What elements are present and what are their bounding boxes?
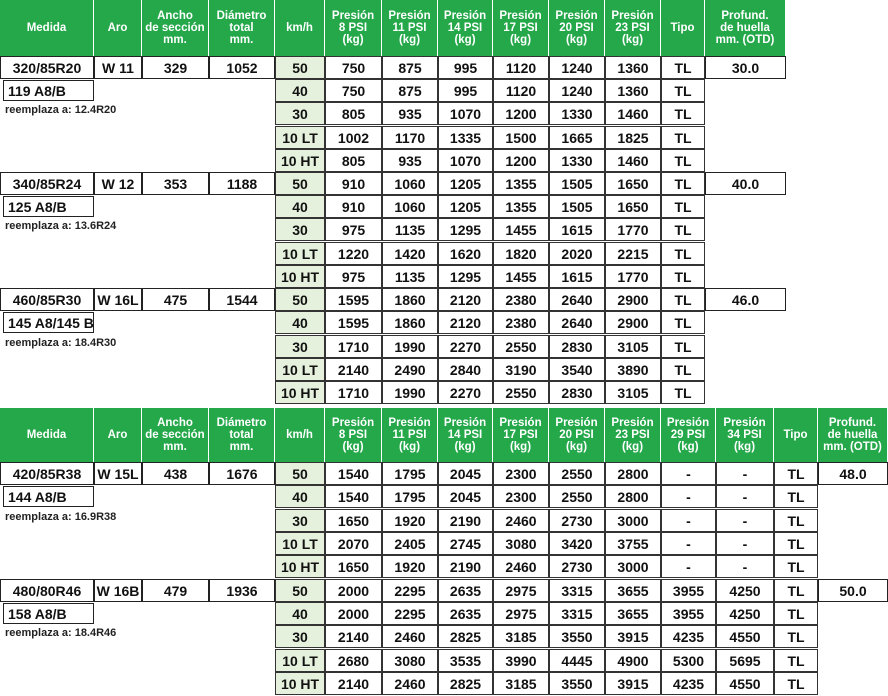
load-cell: -: [661, 509, 716, 532]
speed-cell: 50: [275, 172, 325, 195]
overall-diameter: 1544: [209, 288, 275, 311]
column-header: Profund. de huella mm. (OTD): [705, 0, 786, 56]
type-cell: TL: [661, 218, 705, 241]
load-cell: 1240: [549, 56, 605, 79]
load-cell: 4445: [549, 649, 605, 672]
column-header: Presión 8 PSI (kg): [325, 408, 382, 462]
type-cell: TL: [661, 172, 705, 195]
column-header: Tipo: [774, 408, 818, 462]
load-cell: 1420: [382, 242, 438, 265]
load-cell: 3000: [605, 509, 661, 532]
type-cell: TL: [661, 149, 705, 172]
load-cell: 3185: [493, 625, 549, 648]
type-cell: TL: [774, 602, 818, 625]
column-header: Presión 11 PSI (kg): [382, 408, 438, 462]
load-cell: 4235: [661, 625, 716, 648]
load-cell: 1060: [382, 195, 438, 218]
load-cell: 1360: [605, 56, 661, 79]
rim-size: W 11: [94, 56, 142, 79]
speed-cell: 50: [275, 56, 325, 79]
load-cell: 910: [325, 172, 382, 195]
type-cell: TL: [774, 579, 818, 602]
load-cell: 3915: [605, 672, 661, 695]
load-cell: 2550: [493, 335, 549, 358]
column-header: Presión 17 PSI (kg): [493, 408, 549, 462]
load-cell: 3955: [661, 579, 716, 602]
load-cell: -: [716, 532, 774, 555]
section-width: 329: [142, 56, 209, 79]
load-cell: 2825: [438, 672, 493, 695]
load-cell: 2000: [325, 602, 382, 625]
type-cell: TL: [774, 649, 818, 672]
speed-cell: 50: [275, 579, 325, 602]
load-cell: -: [661, 485, 716, 508]
load-cell: 2550: [549, 485, 605, 508]
load-cell: 875: [382, 56, 438, 79]
load-cell: 1205: [438, 172, 493, 195]
load-cell: 1455: [493, 265, 549, 288]
load-cell: 1710: [325, 335, 382, 358]
type-cell: TL: [661, 265, 705, 288]
replaces-note: reemplaza a: 18.4R30: [5, 337, 117, 349]
load-cell: 3105: [605, 335, 661, 358]
tire-size: 420/85R38: [0, 462, 94, 485]
overall-diameter: 1188: [209, 172, 275, 195]
load-cell: 2830: [549, 335, 605, 358]
load-cell: 1770: [605, 218, 661, 241]
type-cell: TL: [774, 532, 818, 555]
load-cell: 1650: [605, 195, 661, 218]
rim-size: W 12: [94, 172, 142, 195]
load-cell: 4550: [716, 625, 774, 648]
load-cell: 2000: [325, 579, 382, 602]
load-cell: 2550: [549, 462, 605, 485]
load-cell: 2900: [605, 311, 661, 334]
section-width: 438: [142, 462, 209, 485]
load-cell: 2295: [382, 602, 438, 625]
type-cell: TL: [661, 358, 705, 381]
load-cell: 2190: [438, 509, 493, 532]
load-cell: 1070: [438, 102, 493, 125]
column-header: Profund. de huella mm. (OTD): [818, 408, 888, 462]
load-cell: 2640: [549, 288, 605, 311]
type-cell: TL: [774, 509, 818, 532]
load-cell: 2215: [605, 242, 661, 265]
load-cell: 1460: [605, 102, 661, 125]
load-cell: 2045: [438, 485, 493, 508]
load-cell: 1795: [382, 485, 438, 508]
speed-cell: 50: [275, 462, 325, 485]
load-cell: 935: [382, 149, 438, 172]
load-cell: -: [661, 462, 716, 485]
column-header: Medida: [0, 408, 94, 462]
load-cell: 2460: [382, 672, 438, 695]
load-cell: 2020: [549, 242, 605, 265]
load-cell: 2140: [325, 625, 382, 648]
load-cell: 995: [438, 79, 493, 102]
column-header: Diámetro total mm.: [209, 408, 275, 462]
speed-cell: 10 LT: [275, 126, 325, 149]
load-cell: 1990: [382, 335, 438, 358]
load-cell: 1620: [438, 242, 493, 265]
column-header: Presión 11 PSI (kg): [382, 0, 438, 56]
column-header: Presión 14 PSI (kg): [438, 408, 493, 462]
load-cell: 2070: [325, 532, 382, 555]
column-header: Presión 20 PSI (kg): [549, 0, 605, 56]
load-cell: 1295: [438, 218, 493, 241]
load-cell: 4250: [716, 579, 774, 602]
load-cell: 1205: [438, 195, 493, 218]
load-cell: 2300: [493, 462, 549, 485]
speed-cell: 40: [275, 311, 325, 334]
replaces-note: reemplaza a: 18.4R46: [5, 627, 117, 639]
tire-size: 460/85R30: [0, 288, 94, 311]
load-cell: 910: [325, 195, 382, 218]
load-cell: 1920: [382, 555, 438, 578]
load-cell: 1330: [549, 102, 605, 125]
load-cell: 3535: [438, 649, 493, 672]
load-cell: 2730: [549, 555, 605, 578]
tread-depth: 46.0: [705, 288, 786, 311]
overall-diameter: 1936: [209, 579, 275, 602]
load-cell: 2460: [382, 625, 438, 648]
load-cell: 935: [382, 102, 438, 125]
load-cell: 3105: [605, 381, 661, 404]
load-cell: 3755: [605, 532, 661, 555]
column-header: Diámetro total mm.: [209, 0, 275, 56]
load-cell: 3655: [605, 602, 661, 625]
type-cell: TL: [774, 485, 818, 508]
load-cell: -: [716, 509, 774, 532]
load-cell: -: [716, 462, 774, 485]
load-cell: 805: [325, 149, 382, 172]
load-cell: 1295: [438, 265, 493, 288]
speed-cell: 10 HT: [275, 555, 325, 578]
load-cell: 3000: [605, 555, 661, 578]
speed-cell: 30: [275, 102, 325, 125]
replaces-note: reemplaza a: 13.6R24: [5, 220, 117, 232]
load-cell: 3190: [493, 358, 549, 381]
tread-depth: 48.0: [818, 462, 888, 485]
overall-diameter: 1052: [209, 56, 275, 79]
speed-cell: 10 LT: [275, 242, 325, 265]
load-cell: 5300: [661, 649, 716, 672]
load-cell: 1330: [549, 149, 605, 172]
column-header: Ancho de sección mm.: [142, 0, 209, 56]
load-cell: 1650: [325, 509, 382, 532]
load-cell: 1505: [549, 172, 605, 195]
load-cell: 2830: [549, 381, 605, 404]
tire-size: 340/85R24: [0, 172, 94, 195]
load-cell: 1335: [438, 126, 493, 149]
load-cell: 1650: [325, 555, 382, 578]
load-cell: 1920: [382, 509, 438, 532]
load-cell: 1820: [493, 242, 549, 265]
column-header: Presión 34 PSI (kg): [716, 408, 774, 462]
speed-cell: 10 HT: [275, 672, 325, 695]
type-cell: TL: [774, 555, 818, 578]
load-cell: -: [716, 485, 774, 508]
load-cell: 2405: [382, 532, 438, 555]
load-cell: 2640: [549, 311, 605, 334]
load-cell: 2840: [438, 358, 493, 381]
load-cell: 1240: [549, 79, 605, 102]
tire-size: 320/85R20: [0, 56, 94, 79]
load-cell: 2380: [493, 288, 549, 311]
load-cell: 3550: [549, 625, 605, 648]
tread-depth: 50.0: [818, 579, 888, 602]
column-header: Presión 23 PSI (kg): [605, 0, 661, 56]
load-index: 158 A8/B: [3, 603, 94, 624]
type-cell: TL: [774, 462, 818, 485]
load-cell: 1360: [605, 79, 661, 102]
speed-cell: 50: [275, 288, 325, 311]
load-cell: 1990: [382, 381, 438, 404]
speed-cell: 10 HT: [275, 381, 325, 404]
load-cell: -: [661, 532, 716, 555]
speed-cell: 10 LT: [275, 358, 325, 381]
load-cell: 2975: [493, 602, 549, 625]
load-cell: -: [716, 555, 774, 578]
load-cell: 2045: [438, 462, 493, 485]
load-cell: -: [661, 555, 716, 578]
load-cell: 1170: [382, 126, 438, 149]
load-cell: 2190: [438, 555, 493, 578]
rim-size: W 15L: [94, 462, 142, 485]
load-cell: 2680: [325, 649, 382, 672]
load-cell: 1355: [493, 172, 549, 195]
speed-cell: 40: [275, 602, 325, 625]
speed-cell: 40: [275, 485, 325, 508]
type-cell: TL: [661, 79, 705, 102]
load-cell: 2380: [493, 311, 549, 334]
type-cell: TL: [661, 288, 705, 311]
load-cell: 3990: [493, 649, 549, 672]
load-cell: 1220: [325, 242, 382, 265]
load-cell: 2635: [438, 579, 493, 602]
load-cell: 3540: [549, 358, 605, 381]
type-cell: TL: [661, 126, 705, 149]
load-cell: 4250: [716, 602, 774, 625]
load-cell: 975: [325, 265, 382, 288]
load-index: 125 A8/B: [3, 196, 94, 217]
load-cell: 1860: [382, 311, 438, 334]
load-cell: 2140: [325, 672, 382, 695]
tire-size: 480/80R46: [0, 579, 94, 602]
load-cell: 3955: [661, 602, 716, 625]
load-cell: 4550: [716, 672, 774, 695]
load-cell: 2800: [605, 485, 661, 508]
load-cell: 1770: [605, 265, 661, 288]
load-cell: 1135: [382, 265, 438, 288]
replaces-note: reemplaza a: 12.4R20: [5, 104, 117, 116]
load-cell: 1615: [549, 218, 605, 241]
load-cell: 1710: [325, 381, 382, 404]
section-width: 479: [142, 579, 209, 602]
load-cell: 1595: [325, 311, 382, 334]
load-cell: 1505: [549, 195, 605, 218]
load-cell: 1060: [382, 172, 438, 195]
load-cell: 1460: [605, 149, 661, 172]
load-cell: 2270: [438, 335, 493, 358]
load-index: 144 A8/B: [3, 486, 94, 507]
load-cell: 1860: [382, 288, 438, 311]
column-header: Presión 23 PSI (kg): [605, 408, 661, 462]
load-cell: 3315: [549, 579, 605, 602]
load-cell: 1500: [493, 126, 549, 149]
speed-cell: 40: [275, 195, 325, 218]
load-cell: 1200: [493, 102, 549, 125]
rim-size: W 16B: [94, 579, 142, 602]
column-header: Presión 8 PSI (kg): [325, 0, 382, 56]
load-cell: 3185: [493, 672, 549, 695]
rim-size: W 16L: [94, 288, 142, 311]
load-cell: 1665: [549, 126, 605, 149]
load-cell: 2975: [493, 579, 549, 602]
load-cell: 1070: [438, 149, 493, 172]
load-cell: 2745: [438, 532, 493, 555]
load-cell: 3655: [605, 579, 661, 602]
load-index: 145 A8/145 B: [3, 312, 94, 333]
speed-cell: 10 LT: [275, 649, 325, 672]
load-cell: 1825: [605, 126, 661, 149]
load-cell: 1615: [549, 265, 605, 288]
tread-depth: 30.0: [705, 56, 786, 79]
column-header: Tipo: [661, 0, 705, 56]
load-cell: 2295: [382, 579, 438, 602]
type-cell: TL: [661, 242, 705, 265]
load-cell: 975: [325, 218, 382, 241]
load-cell: 2550: [493, 381, 549, 404]
speed-cell: 10 HT: [275, 265, 325, 288]
speed-cell: 30: [275, 218, 325, 241]
speed-cell: 30: [275, 335, 325, 358]
load-cell: 3550: [549, 672, 605, 695]
speed-cell: 10 LT: [275, 532, 325, 555]
type-cell: TL: [661, 56, 705, 79]
load-cell: 2460: [493, 555, 549, 578]
column-header: Presión 14 PSI (kg): [438, 0, 493, 56]
column-header: Presión 20 PSI (kg): [549, 408, 605, 462]
load-cell: 2490: [382, 358, 438, 381]
type-cell: TL: [774, 625, 818, 648]
column-header: Presión 29 PSI (kg): [661, 408, 716, 462]
section-width: 353: [142, 172, 209, 195]
load-cell: 4235: [661, 672, 716, 695]
type-cell: TL: [661, 195, 705, 218]
load-cell: 3420: [549, 532, 605, 555]
replaces-note: reemplaza a: 16.9R38: [5, 511, 117, 523]
load-cell: 3315: [549, 602, 605, 625]
speed-cell: 40: [275, 79, 325, 102]
load-cell: 750: [325, 79, 382, 102]
type-cell: TL: [661, 102, 705, 125]
load-cell: 2140: [325, 358, 382, 381]
load-cell: 1002: [325, 126, 382, 149]
load-cell: 750: [325, 56, 382, 79]
section-width: 475: [142, 288, 209, 311]
load-cell: 3080: [382, 649, 438, 672]
speed-cell: 10 HT: [275, 149, 325, 172]
column-header: Aro: [94, 0, 142, 56]
load-cell: 1455: [493, 218, 549, 241]
load-cell: 1120: [493, 56, 549, 79]
overall-diameter: 1676: [209, 462, 275, 485]
load-cell: 1135: [382, 218, 438, 241]
column-header: Ancho de sección mm.: [142, 408, 209, 462]
column-header: Presión 17 PSI (kg): [493, 0, 549, 56]
load-cell: 2300: [493, 485, 549, 508]
column-header: Medida: [0, 0, 94, 56]
load-cell: 805: [325, 102, 382, 125]
load-cell: 3915: [605, 625, 661, 648]
load-cell: 2120: [438, 311, 493, 334]
load-cell: 1540: [325, 462, 382, 485]
column-header: Aro: [94, 408, 142, 462]
load-cell: 2900: [605, 288, 661, 311]
column-header: km/h: [275, 408, 325, 462]
load-cell: 1200: [493, 149, 549, 172]
type-cell: TL: [661, 381, 705, 404]
load-cell: 875: [382, 79, 438, 102]
load-cell: 1795: [382, 462, 438, 485]
load-cell: 2635: [438, 602, 493, 625]
tread-depth: 40.0: [705, 172, 786, 195]
load-cell: 2730: [549, 509, 605, 532]
load-cell: 2460: [493, 509, 549, 532]
load-cell: 2270: [438, 381, 493, 404]
type-cell: TL: [774, 672, 818, 695]
speed-cell: 30: [275, 625, 325, 648]
load-cell: 1595: [325, 288, 382, 311]
load-index: 119 A8/B: [3, 80, 94, 101]
load-cell: 2120: [438, 288, 493, 311]
type-cell: TL: [661, 335, 705, 358]
load-cell: 995: [438, 56, 493, 79]
speed-cell: 30: [275, 509, 325, 532]
load-cell: 1120: [493, 79, 549, 102]
load-cell: 2825: [438, 625, 493, 648]
load-cell: 2800: [605, 462, 661, 485]
load-cell: 1650: [605, 172, 661, 195]
load-cell: 3080: [493, 532, 549, 555]
load-cell: 1540: [325, 485, 382, 508]
load-cell: 4900: [605, 649, 661, 672]
load-cell: 3890: [605, 358, 661, 381]
column-header: km/h: [275, 0, 325, 56]
load-cell: 1355: [493, 195, 549, 218]
load-cell: 5695: [716, 649, 774, 672]
type-cell: TL: [661, 311, 705, 334]
